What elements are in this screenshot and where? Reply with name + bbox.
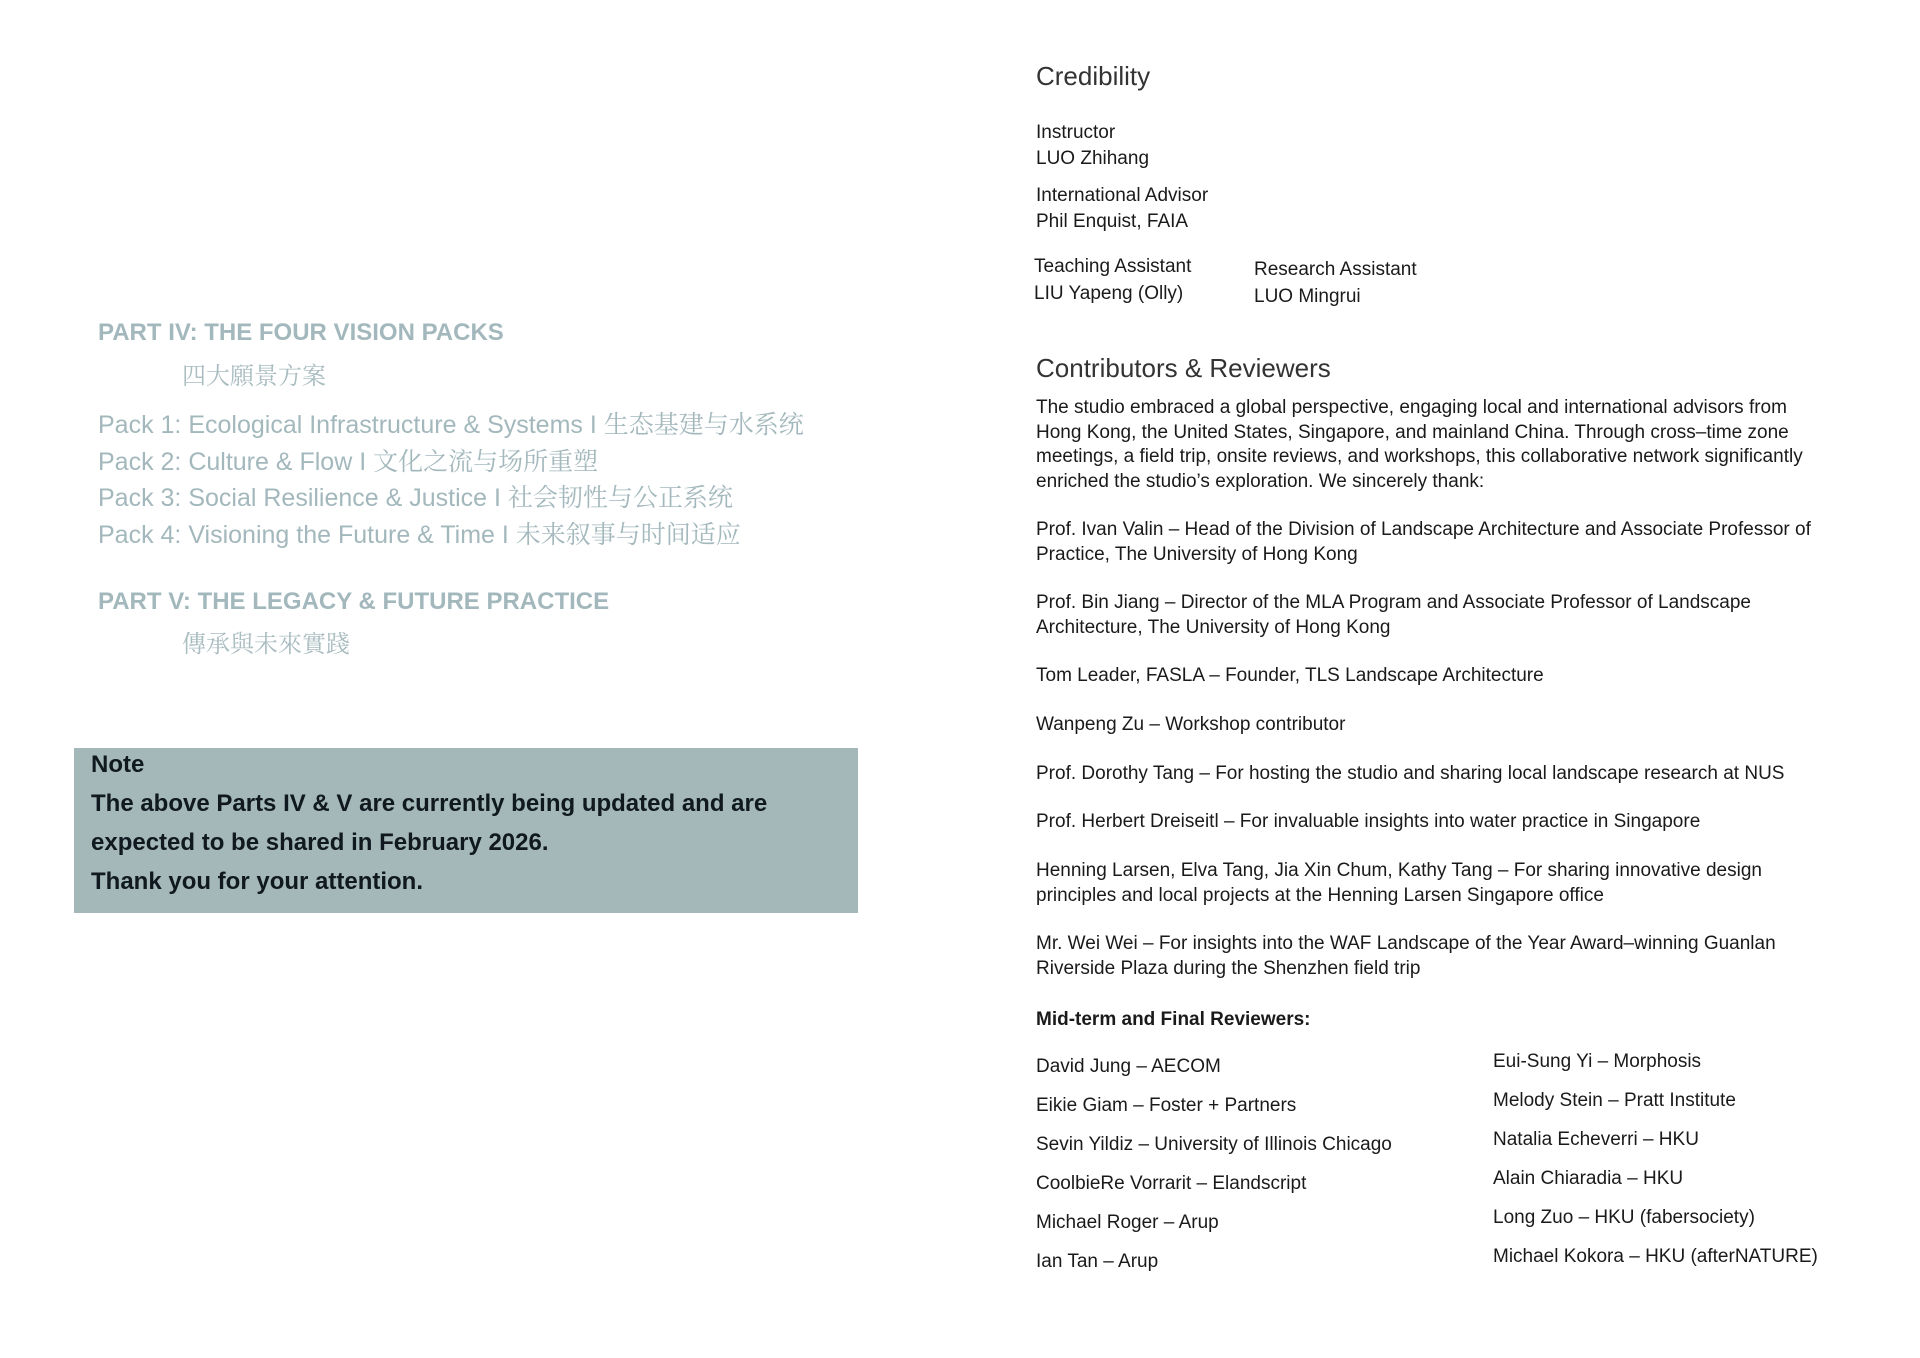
thanks-item: [1036, 762, 1784, 787]
reviewer-item: Eikie Giam – Foster + Partners: [1036, 1095, 1297, 1116]
thanks-line: Prof. Herbert Dreiseitl – For invaluable insights into water practice in Singapore: [1036, 811, 1701, 832]
pack-item-4: Pack 4: Visioning the Future & Time I 未来叙事与时间适应: [98, 521, 741, 549]
reviewer-item: Melody Stein – Pratt Institute: [1493, 1090, 1736, 1111]
thanks-line: Wanpeng Zu – Workshop contributor: [1036, 714, 1346, 735]
instructor-name: LUO Zhihang: [1036, 148, 1150, 169]
contributors-title: Contributors & Reviewers: [1036, 353, 1331, 383]
note-title: Note: [91, 751, 145, 778]
intro-line-2: Hong Kong, the United States, Singapore, and mainland China. Through cross–time zone: [1036, 421, 1789, 443]
part5-heading: PART V: THE LEGACY & FUTURE PRACTICE: [98, 588, 610, 615]
thanks-line: Practice, The University of Hong Kong: [1036, 543, 1358, 565]
thanks-line: Mr. Wei Wei – For insights into the WAF Landscape of the Year Award–winning Guanlan: [1036, 933, 1776, 954]
thanks-line: Prof. Dorothy Tang – For hosting the studio and sharing local landscape research at NUS: [1036, 763, 1785, 784]
thanks-line: Tom Leader, FASLA – Founder, TLS Landscape Architecture: [1036, 665, 1544, 686]
intro-line-3: meetings, a field trip, onsite reviews, and workshops, this collaborative network significantly: [1036, 446, 1803, 467]
thanks-item: [1036, 664, 1544, 689]
part5-subtitle-cn: 傳承與未來實踐: [182, 630, 350, 658]
note-line-3: Thank you for your attention.: [91, 868, 424, 895]
thanks-line: Henning Larsen, Elva Tang, Jia Xin Chum, Kathy Tang – For sharing innovative design: [1036, 860, 1762, 881]
ta-role: Teaching Assistant: [1034, 256, 1192, 277]
reviewer-item: Long Zuo – HKU (fabersociety): [1493, 1207, 1755, 1228]
reviewer-item: Michael Kokora – HKU (afterNATURE): [1493, 1246, 1818, 1267]
reviewer-item: David Jung – AECOM: [1036, 1056, 1221, 1077]
pack-item-3: Pack 3: Social Resilience & Justice I 社会韧性与公正系统: [98, 484, 733, 512]
reviewer-item: Sevin Yildiz – University of Illinois Chicago: [1036, 1134, 1392, 1155]
thanks-line: Prof. Ivan Valin – Head of the Division of Landscape Architecture and Associate Professor of: [1036, 519, 1811, 540]
note-box: [74, 748, 858, 913]
reviewer-item: Ian Tan – Arup: [1036, 1251, 1159, 1272]
pack-item-1: Pack 1: Ecological Infrastructure & Systems I 生态基建与水系统: [98, 411, 804, 439]
ta-name: LIU Yapeng (Olly): [1034, 283, 1184, 304]
thanks-item: [1036, 810, 1700, 835]
thanks-item: [1036, 518, 1811, 567]
intro-line-1: The studio embraced a global perspective, engaging local and international advisors from: [1036, 397, 1787, 418]
thanks-line: Prof. Bin Jiang – Director of the MLA Program and Associate Professor of Landscape: [1036, 592, 1751, 613]
part4-heading: PART IV: THE FOUR VISION PACKS: [98, 319, 504, 346]
part4-subtitle-cn: 四大願景方案: [182, 362, 326, 390]
instructor-role: Instructor: [1036, 122, 1116, 143]
reviewer-item: CoolbieRe Vorrarit – Elandscript: [1036, 1173, 1307, 1194]
advisor-name: Phil Enquist, FAIA: [1036, 211, 1189, 232]
reviewers-title: Mid-term and Final Reviewers:: [1036, 1009, 1311, 1030]
thanks-item: [1036, 713, 1345, 738]
thanks-item: [1036, 932, 1776, 981]
thanks-item: [1036, 591, 1751, 640]
credibility-title: Credibility: [1036, 61, 1151, 91]
reviewer-item: Alain Chiaradia – HKU: [1493, 1168, 1684, 1189]
intro-line-4: enriched the studio’s exploration. We sincerely thank:: [1036, 470, 1485, 492]
contributors-intro: [1036, 396, 1803, 494]
reviewer-item: Natalia Echeverri – HKU: [1493, 1129, 1699, 1150]
advisor-role: International Advisor: [1036, 185, 1209, 206]
note-line-2: expected to be shared in February 2026.: [91, 829, 549, 856]
thanks-item: [1036, 859, 1762, 908]
thanks-line: Architecture, The University of Hong Kong: [1036, 616, 1391, 638]
thanks-line: principles and local projects at the Henning Larsen Singapore office: [1036, 884, 1604, 906]
ra-name: LUO Mingrui: [1254, 286, 1361, 307]
reviewer-item: Michael Roger – Arup: [1036, 1212, 1219, 1233]
reviewer-item: Eui-Sung Yi – Morphosis: [1493, 1051, 1702, 1072]
note-line-1: The above Parts IV & V are currently being updated and are: [91, 790, 768, 817]
thanks-line: Riverside Plaza during the Shenzhen field trip: [1036, 957, 1421, 979]
pack-item-2: Pack 2: Culture & Flow I 文化之流与场所重塑: [98, 448, 599, 476]
ra-role: Research Assistant: [1254, 259, 1417, 280]
